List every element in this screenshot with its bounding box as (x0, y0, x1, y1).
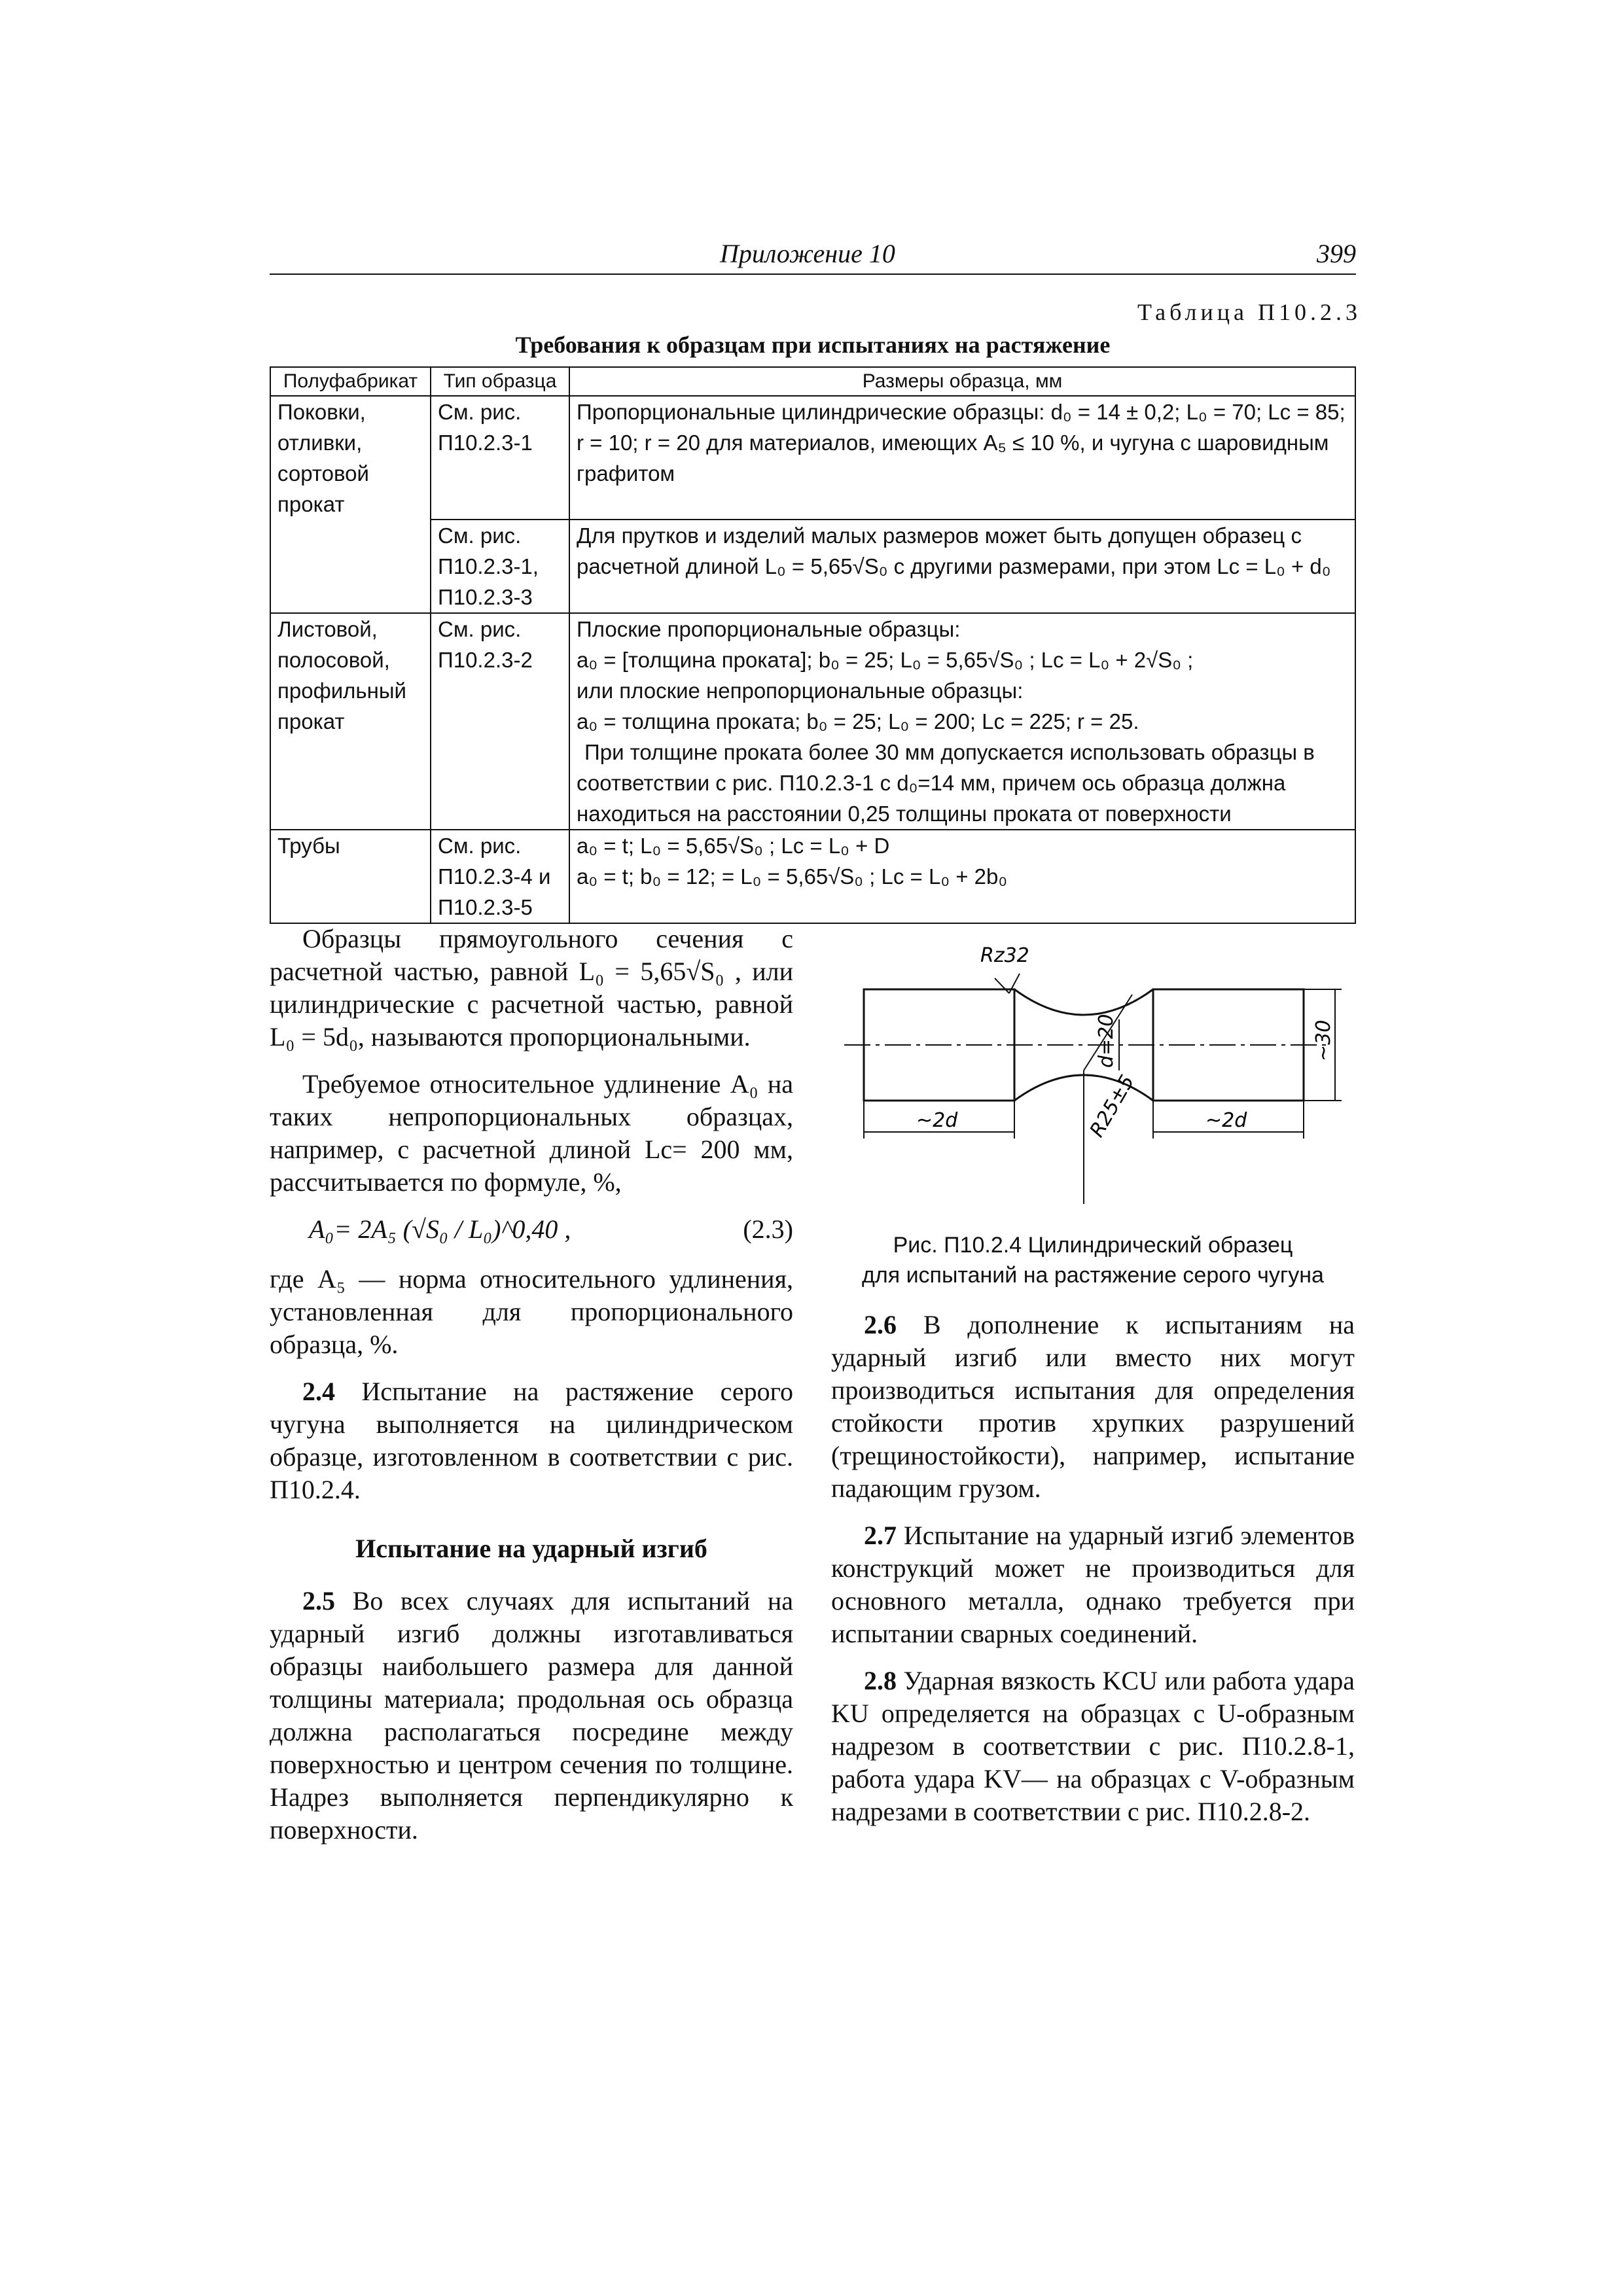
clause-number: 2.8 (864, 1666, 897, 1695)
clause-text: Ударная вязкость KCU или работа удара KU определяется на образцах с U-образным надрезом в соответствии с рис. П10.2.8-1, работа удара KV— на образцах с V-образным надрезами в соответствии с рис. П10.2.8-2. (831, 1666, 1355, 1826)
paragraph (270, 1585, 793, 1846)
label-dia: ~30 (1312, 1019, 1335, 1061)
dims-line: a₀ = t; L₀ = 5,65√S₀ ; Lc = L₀ + D (577, 834, 890, 858)
equation-body: A₀= 2A₅ (√S₀ / L₀)^0,40 , (309, 1214, 571, 1244)
cell-type: См. рис. П10.2.3-4 и П10.2.3-5 (431, 830, 569, 923)
cell-semi: Поковки, отливки, сортовой прокат (270, 396, 431, 520)
left-column (270, 923, 793, 1861)
figure-caption-line: для испытаний на растяжение серого чугуна (862, 1263, 1324, 1288)
clause-text: Испытание на ударный изгиб элементов конструкций может не производиться для основного металла, однако требуется при испытании сварных соединений. (831, 1521, 1355, 1648)
col-header-semi: Полуфабрикат (270, 367, 431, 396)
page-number: 399 (1317, 239, 1356, 268)
clause-number: 2.6 (864, 1310, 897, 1339)
dims-line: Плоские пропорциональные образцы: (577, 617, 961, 641)
label-d: d=20 (1095, 1014, 1118, 1068)
cell-semi: Трубы (270, 830, 431, 923)
paragraph (831, 1309, 1355, 1505)
paragraph: Образцы прямоугольного сечения с расчетной частью, равной L₀ = 5,65√S₀ , или цилиндрические с расчетной частью, равной L₀ = 5d₀, называются пропорциональными. (270, 924, 793, 1051)
clause-number: 2.5 (302, 1586, 335, 1616)
cell-dims: Пропорциональные цилиндрические образцы: d₀ = 14 ± 0,2; L₀ = 70; Lc = 85; r = 10; r = 20 для материалов, имеющих A₅ ≤ 10 %, и чугуна с шаровидным графитом (569, 396, 1355, 520)
table-row (270, 613, 1355, 830)
cell-type: См. рис. П10.2.3-2 (431, 613, 569, 830)
specimen-drawing (844, 916, 1355, 1224)
clause-text: Испытание на растяжение серого чугуна выполняется на цилиндрическом образце, изготовленном в соответствии с рис. П10.2.4. (270, 1377, 793, 1504)
cell-type: См. рис. П10.2.3-1, П10.2.3-3 (431, 520, 569, 613)
requirements-table (270, 366, 1356, 924)
paragraph (270, 1375, 793, 1506)
dims-line: или плоские непропорциональные образцы: (577, 679, 1024, 703)
paragraph (831, 1665, 1355, 1828)
label-rz: Rz32 (980, 944, 1029, 967)
paragraph: Требуемое относительное удлинение A₀ на таких непропорциональных образцах, например, с расчетной длиной Lc= 200 мм, рассчитывается по формуле, %, (270, 1069, 793, 1197)
col-header-dims: Размеры образца, мм (569, 367, 1355, 396)
cell-type: См. рис. П10.2.3-1 (431, 396, 569, 520)
col-header-type: Тип образца (431, 367, 569, 396)
figure-caption (831, 1230, 1355, 1290)
table-title: Требования к образцам при испытаниях на растяжение (515, 332, 1111, 358)
table-row (270, 830, 1355, 923)
cell-semi: Листовой, полосовой, профильный прокат (270, 613, 431, 830)
cell-dims: Для прутков и изделий малых размеров может быть допущен образец с расчетной длиной L₀ = 5,65√S₀ с другими размерами, при этом Lc = L₀ + d₀ (569, 520, 1355, 613)
label-radius: R25±5 (1085, 1071, 1139, 1141)
figure-caption-line: Рис. П10.2.4 Цилиндрический образец (893, 1233, 1293, 1258)
equation-number: (2.3) (743, 1214, 793, 1244)
header-rule (270, 274, 1356, 275)
cell-dims (569, 830, 1355, 923)
section-heading: Испытание на ударный изгиб (355, 1534, 707, 1563)
right-column (831, 1309, 1355, 1843)
clause-number: 2.7 (864, 1521, 897, 1550)
paragraph: где A₅ — норма относительного удлинения, установленная для пропорционального образца, %. (270, 1264, 793, 1359)
table-row (270, 520, 1355, 613)
clause-text: В дополнение к испытаниям на ударный изгиб или вместо них могут производиться испытания для определения стойкости против хрупких разрушений (трещиностойкости), например, испытание падающим грузом. (831, 1310, 1355, 1503)
dims-line: a₀ = толщина проката; b₀ = 25; L₀ = 200; Lc = 225; r = 25. (577, 709, 1139, 733)
table-caption: Таблица П10.2.3 (1137, 299, 1361, 325)
cell-semi (270, 520, 431, 613)
dims-line: a₀ = [толщина проката]; b₀ = 25; L₀ = 5,65√S₀ ; Lc = L₀ + 2√S₀ ; (577, 648, 1194, 672)
table-row (270, 396, 1355, 520)
clause-number: 2.4 (302, 1377, 335, 1406)
clause-text: Во всех случаях для испытаний на ударный изгиб должны изготавливаться образцы наибольшего размера для данной толщины материала; продольная ось образца должна располагаться посредине между поверхностью и центром сечения по толщине. Надрез выполняется перпендикулярно к поверхности. (270, 1586, 793, 1845)
equation-2-3 (270, 1213, 793, 1246)
dims-line: a₀ = t; b₀ = 12; = L₀ = 5,65√S₀ ; Lc = L₀ + 2b₀ (577, 864, 1008, 889)
label-len-right: ~2d (1205, 1109, 1247, 1132)
dims-line: При толщине проката более 30 мм допускается использовать образцы в соответствии с рис. П10.2.3-1 с d₀=14 мм, причем ось образца должна находиться на расстоянии 0,25 толщины проката от поверхности (577, 740, 1315, 826)
paragraph (831, 1519, 1355, 1650)
running-header-title: Приложение 10 (720, 239, 895, 268)
gauge-top-arc (1014, 989, 1153, 1015)
cell-dims (569, 613, 1355, 830)
label-len-left: ~2d (916, 1109, 958, 1132)
table-header-row (270, 367, 1355, 396)
